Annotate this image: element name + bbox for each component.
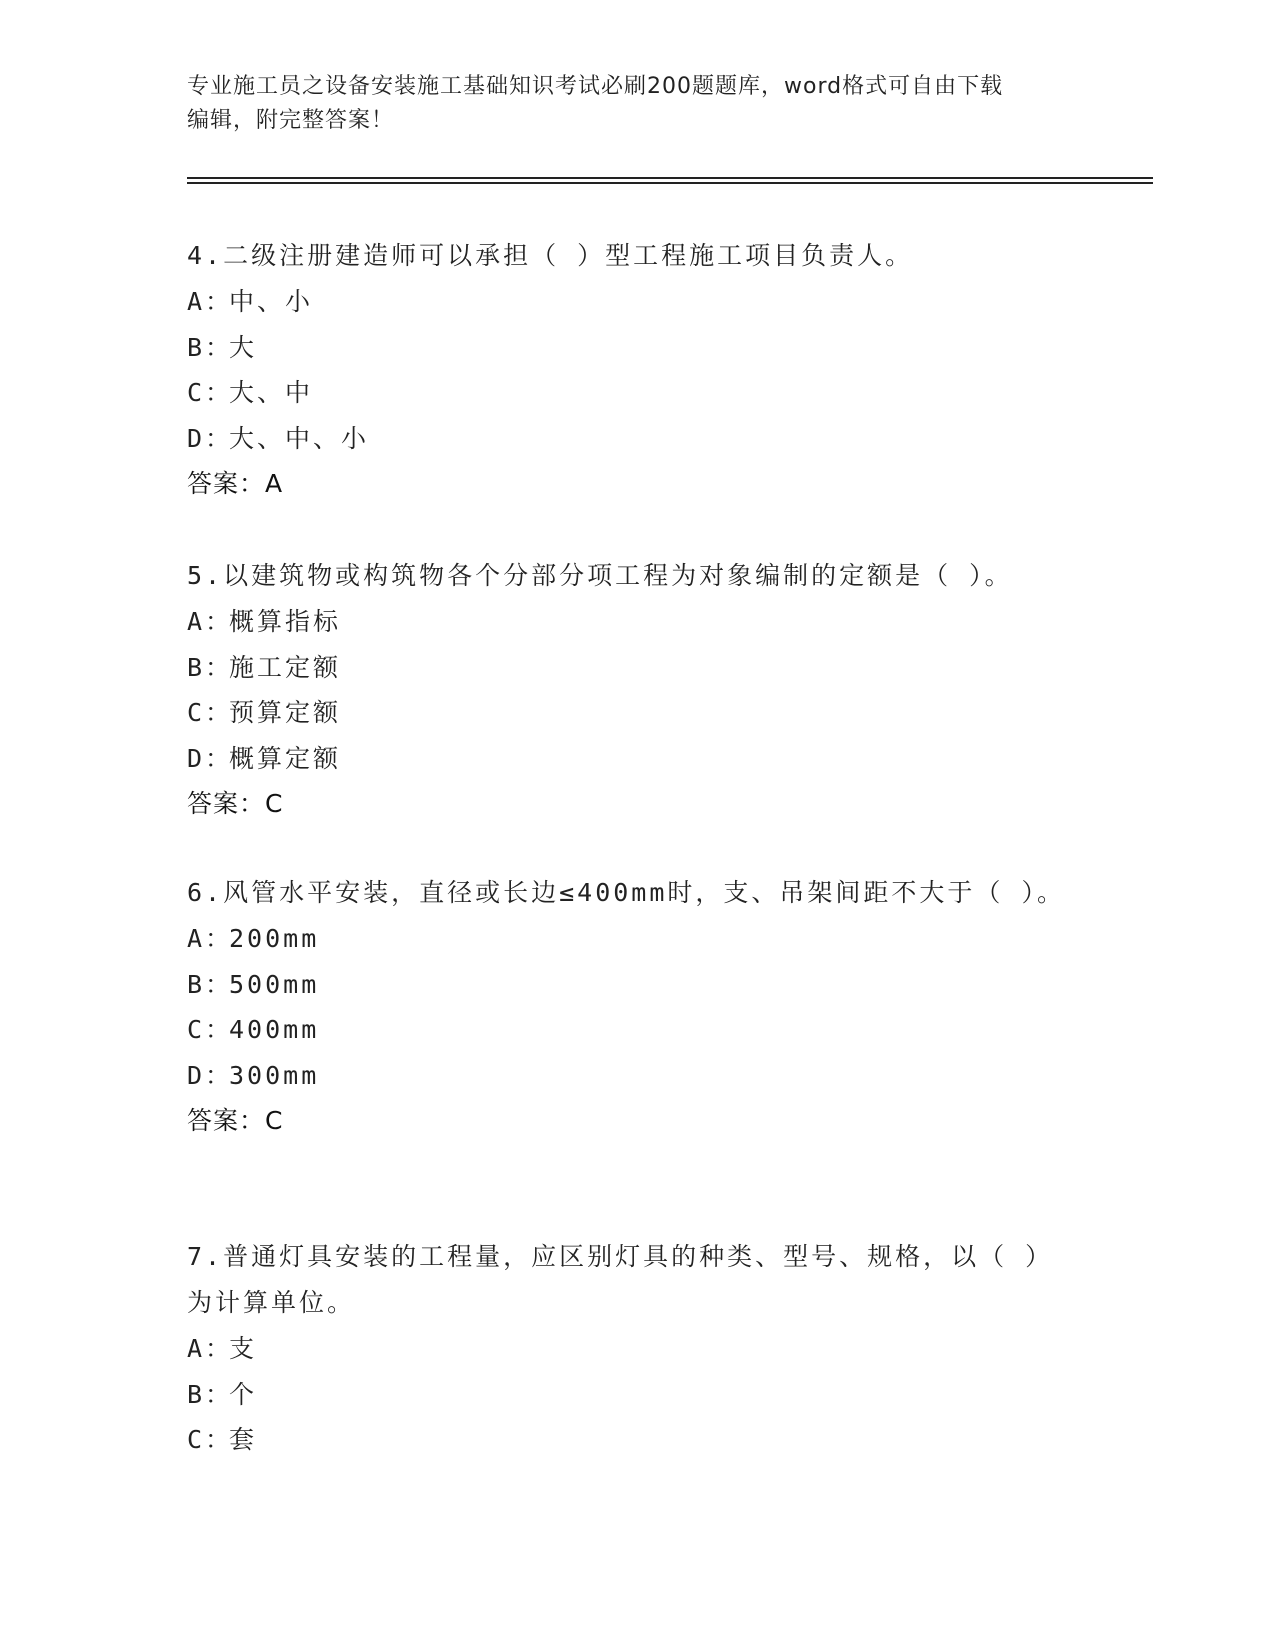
option-label: B： — [187, 332, 234, 362]
option-a — [187, 279, 1067, 325]
question-7 — [187, 1234, 1067, 1463]
option-text: 中、小 — [229, 287, 314, 316]
option-text: 施工定额 — [229, 652, 342, 682]
question-5 — [187, 553, 1067, 826]
option-b — [187, 962, 1067, 1008]
option-d — [187, 736, 1067, 782]
option-label: B： — [187, 969, 234, 999]
answer-line: 答案：A — [187, 469, 284, 498]
option-text: 概算指标 — [229, 607, 342, 636]
option-label: C： — [187, 378, 234, 407]
document-header — [187, 70, 1067, 138]
answer-line: 答案：C — [187, 1106, 284, 1135]
option-text: 概算定额 — [229, 743, 342, 773]
option-label: A： — [187, 287, 234, 316]
option-a — [187, 916, 1067, 962]
option-b — [187, 645, 1067, 691]
option-text: 套 — [229, 1425, 258, 1454]
option-b — [187, 1372, 1067, 1418]
option-text: 个 — [229, 1379, 258, 1409]
option-text: 预算定额 — [229, 698, 342, 727]
option-text: 支 — [229, 1334, 258, 1363]
option-label: C： — [187, 1015, 234, 1044]
question-title: 6.风管水平安装，直径或长边≤400mm时，支、吊架间距不大于（ ）。 — [187, 878, 1065, 907]
option-text: 大、中、小 — [229, 423, 370, 453]
question-title: 4.二级注册建造师可以承担（ ）型工程施工项目负责人。 — [187, 241, 914, 270]
option-text: 400mm — [229, 1015, 320, 1044]
option-label: D： — [187, 743, 234, 773]
option-c — [187, 370, 1067, 416]
option-label: C： — [187, 698, 234, 727]
option-text: 大 — [229, 332, 258, 362]
option-a — [187, 1326, 1067, 1372]
question-4 — [187, 233, 1067, 506]
option-text: 大、中 — [229, 378, 314, 407]
header-divider-top — [187, 177, 1153, 179]
question-title: 5.以建筑物或构筑物各个分部分项工程为对象编制的定额是（ ）。 — [187, 561, 1013, 590]
option-text: 200mm — [229, 924, 320, 953]
option-d — [187, 416, 1067, 462]
option-c — [187, 1007, 1067, 1053]
option-c — [187, 1417, 1067, 1463]
header-line-2: 编辑，附完整答案！ — [187, 108, 395, 133]
option-d — [187, 1053, 1067, 1099]
option-label: B： — [187, 1379, 234, 1409]
option-a — [187, 599, 1067, 645]
option-label: B： — [187, 652, 234, 682]
header-divider-bottom — [187, 182, 1153, 184]
option-label: D： — [187, 1060, 234, 1090]
option-b — [187, 325, 1067, 371]
option-label: A： — [187, 1334, 234, 1363]
option-label: A： — [187, 607, 234, 636]
question-6 — [187, 870, 1067, 1143]
option-label: D： — [187, 423, 234, 453]
header-line-1: 专业施工员之设备安装施工基础知识考试必刷200题题库，word格式可自由下载 — [187, 74, 1004, 99]
option-label: A： — [187, 924, 234, 953]
option-text: 300mm — [229, 1060, 320, 1090]
question-title: 7.普通灯具安装的工程量，应区别灯具的种类、型号、规格，以（ ）为计算单位。 — [187, 1242, 1054, 1317]
option-label: C： — [187, 1425, 234, 1454]
option-c — [187, 690, 1067, 736]
answer-line: 答案：C — [187, 789, 284, 818]
option-text: 500mm — [229, 969, 320, 999]
